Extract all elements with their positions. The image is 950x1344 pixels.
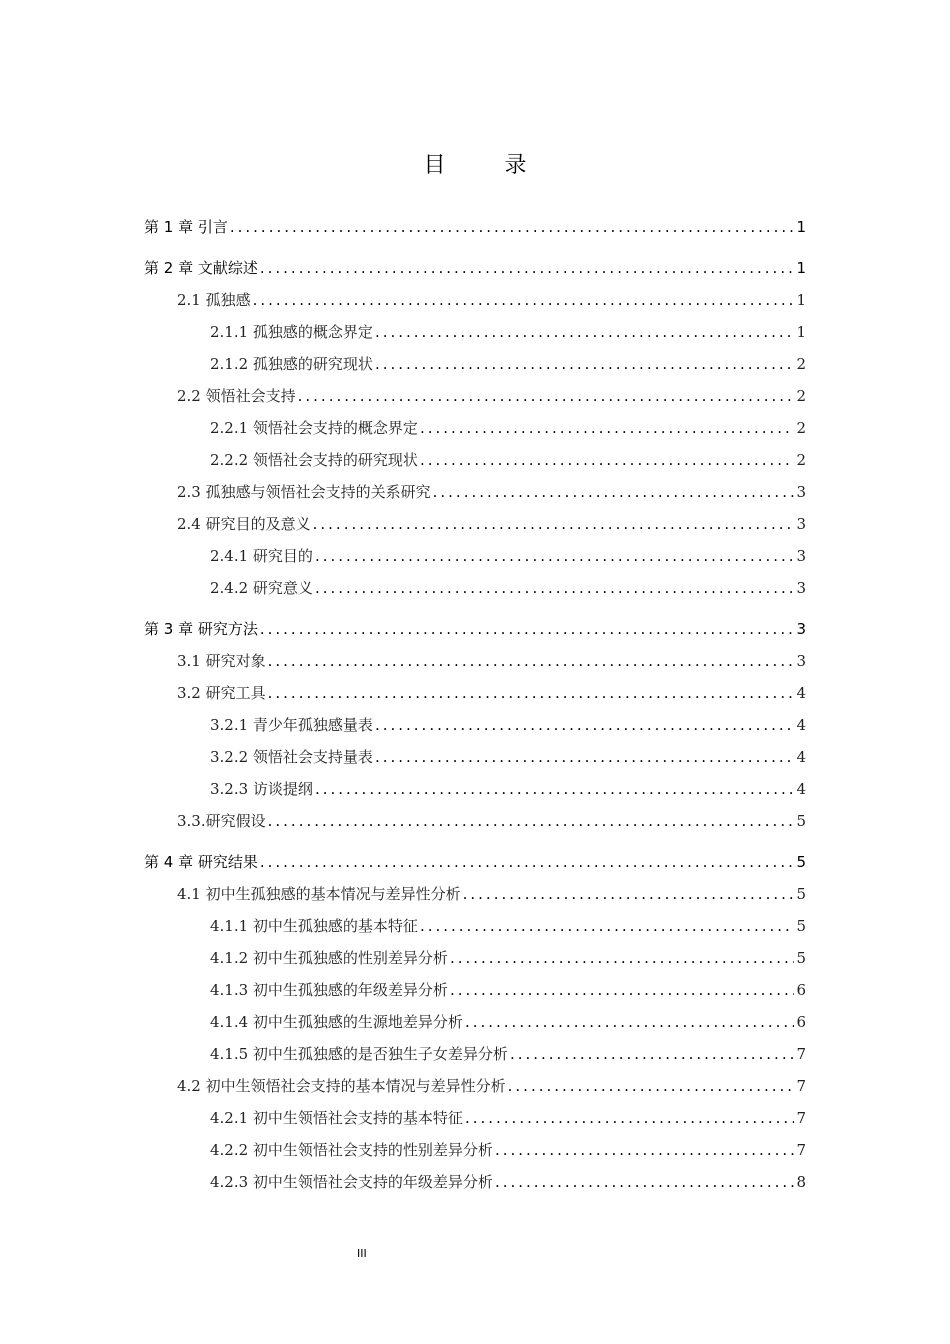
toc-entry-page: 4 bbox=[796, 716, 806, 734]
toc-entry[interactable] bbox=[210, 417, 806, 441]
toc-entry-page: 5 bbox=[796, 885, 806, 903]
toc-leader-dots bbox=[463, 885, 795, 903]
toc-entry[interactable] bbox=[144, 851, 806, 875]
toc-entry-label: 2.2 领悟社会支持 bbox=[177, 387, 296, 405]
toc-entry-page: 5 bbox=[796, 917, 806, 935]
toc-entry-page: 3 bbox=[796, 579, 806, 597]
toc-entry[interactable] bbox=[144, 257, 806, 281]
toc-entry[interactable] bbox=[177, 650, 806, 674]
toc-entry-label: 3.2.1 青少年孤独感量表 bbox=[210, 716, 373, 734]
toc-leader-dots bbox=[508, 1077, 795, 1095]
toc-entry-page: 3 bbox=[796, 620, 806, 638]
toc-entry-page: 4 bbox=[796, 748, 806, 766]
toc-leader-dots bbox=[495, 1173, 795, 1191]
toc-entry[interactable] bbox=[210, 545, 806, 569]
toc-entry-label: 2.2.1 领悟社会支持的概念界定 bbox=[210, 419, 418, 437]
toc-leader-dots bbox=[313, 515, 795, 533]
toc-entry[interactable] bbox=[210, 714, 806, 738]
toc-entry[interactable] bbox=[177, 682, 806, 706]
toc-leader-dots bbox=[268, 812, 795, 830]
toc-entry[interactable] bbox=[210, 1107, 806, 1131]
toc-entry[interactable] bbox=[177, 1075, 806, 1099]
toc-entry-label: 第 4 章 研究结果 bbox=[144, 853, 258, 871]
toc-entry[interactable] bbox=[177, 810, 806, 834]
toc-leader-dots bbox=[433, 483, 795, 501]
toc-leader-dots bbox=[315, 547, 795, 565]
toc-entry-page: 8 bbox=[796, 1173, 806, 1191]
toc-entry-label: 3.2.3 访谈提纲 bbox=[210, 780, 313, 798]
toc-entry[interactable] bbox=[177, 481, 806, 505]
toc-entry-label: 4.1.2 初中生孤独感的性别差异分析 bbox=[210, 949, 448, 967]
toc-entry-page: 1 bbox=[796, 291, 806, 309]
toc-entry-label: 2.1 孤独感 bbox=[177, 291, 251, 309]
toc-entry-label: 4.2 初中生领悟社会支持的基本情况与差异性分析 bbox=[177, 1077, 506, 1095]
toc-leader-dots bbox=[510, 1045, 795, 1063]
toc-entry[interactable] bbox=[177, 385, 806, 409]
toc-leader-dots bbox=[450, 981, 795, 999]
toc-leader-dots bbox=[298, 387, 795, 405]
toc-title: 目 录 bbox=[423, 153, 553, 178]
toc-entry-page: 4 bbox=[796, 780, 806, 798]
toc-entry-label: 4.2.3 初中生领悟社会支持的年级差异分析 bbox=[210, 1173, 493, 1191]
toc-entry-page: 3 bbox=[796, 547, 806, 565]
toc-entry-label: 3.3.研究假设 bbox=[177, 812, 266, 830]
toc-leader-dots bbox=[260, 620, 795, 638]
toc-leader-dots bbox=[495, 1141, 795, 1159]
toc-entry[interactable] bbox=[210, 746, 806, 770]
toc-entry[interactable] bbox=[210, 577, 806, 601]
toc-entry-label: 2.4.1 研究目的 bbox=[210, 547, 313, 565]
toc-entry-label: 4.1.4 初中生孤独感的生源地差异分析 bbox=[210, 1013, 463, 1031]
toc-entry-label: 3.2 研究工具 bbox=[177, 684, 266, 702]
toc-entry-page: 2 bbox=[796, 451, 806, 469]
toc-entry-label: 第 2 章 文献综述 bbox=[144, 259, 258, 277]
toc-entry-label: 4.2.2 初中生领悟社会支持的性别差异分析 bbox=[210, 1141, 493, 1159]
toc-entry-label: 4.2.1 初中生领悟社会支持的基本特征 bbox=[210, 1109, 463, 1127]
toc-leader-dots bbox=[260, 259, 795, 277]
toc-leader-dots bbox=[253, 291, 795, 309]
toc-entry[interactable] bbox=[210, 778, 806, 802]
toc-entry-page: 7 bbox=[796, 1109, 806, 1127]
toc-entry-label: 3.2.2 领悟社会支持量表 bbox=[210, 748, 373, 766]
toc-leader-dots bbox=[268, 652, 795, 670]
toc-leader-dots bbox=[260, 853, 795, 871]
toc-entry-page: 7 bbox=[796, 1077, 806, 1095]
toc-entry[interactable] bbox=[177, 883, 806, 907]
toc-entry-page: 5 bbox=[796, 949, 806, 967]
toc-leader-dots bbox=[375, 323, 795, 341]
toc-entry-label: 2.1.1 孤独感的概念界定 bbox=[210, 323, 373, 341]
toc-leader-dots bbox=[375, 748, 795, 766]
toc-entry-label: 4.1.5 初中生孤独感的是否独生子女差异分析 bbox=[210, 1045, 508, 1063]
toc-entry-label: 第 1 章 引言 bbox=[144, 218, 228, 236]
toc-entry-page: 6 bbox=[796, 981, 806, 999]
toc-entry[interactable] bbox=[177, 289, 806, 313]
toc-leader-dots bbox=[230, 218, 795, 236]
toc-entry-page: 5 bbox=[796, 853, 806, 871]
toc-entry-page: 1 bbox=[796, 259, 806, 277]
toc-entry-page: 4 bbox=[796, 684, 806, 702]
toc-entry[interactable] bbox=[210, 1043, 806, 1067]
toc-entry-page: 7 bbox=[796, 1045, 806, 1063]
toc-entry[interactable] bbox=[210, 1171, 806, 1195]
toc-entry[interactable] bbox=[144, 216, 806, 240]
toc-entry-page: 1 bbox=[796, 218, 806, 236]
toc-entry-page: 3 bbox=[796, 515, 806, 533]
toc-leader-dots bbox=[420, 917, 795, 935]
toc-entry-page: 2 bbox=[796, 355, 806, 373]
toc-entry-label: 2.2.2 领悟社会支持的研究现状 bbox=[210, 451, 418, 469]
toc-entry-page: 6 bbox=[796, 1013, 806, 1031]
toc-leader-dots bbox=[375, 355, 795, 373]
toc-entry-label: 第 3 章 研究方法 bbox=[144, 620, 258, 638]
toc-entry-page: 3 bbox=[796, 652, 806, 670]
toc-leader-dots bbox=[420, 419, 795, 437]
toc-leader-dots bbox=[465, 1013, 795, 1031]
toc-entry-label: 2.1.2 孤独感的研究现状 bbox=[210, 355, 373, 373]
toc-leader-dots bbox=[268, 684, 795, 702]
toc-entry[interactable] bbox=[210, 353, 806, 377]
toc-entry[interactable] bbox=[177, 513, 806, 537]
toc-entry-label: 2.4 研究目的及意义 bbox=[177, 515, 311, 533]
toc-entry[interactable] bbox=[210, 449, 806, 473]
toc-entry-label: 3.1 研究对象 bbox=[177, 652, 266, 670]
toc-leader-dots bbox=[420, 451, 795, 469]
toc-leader-dots bbox=[315, 579, 795, 597]
toc-entry-label: 4.1.3 初中生孤独感的年级差异分析 bbox=[210, 981, 448, 999]
toc-entry-page: 2 bbox=[796, 387, 806, 405]
toc-entry[interactable] bbox=[210, 915, 806, 939]
toc-entry[interactable] bbox=[144, 618, 806, 642]
toc-entry-label: 4.1.1 初中生孤独感的基本特征 bbox=[210, 917, 418, 935]
toc-leader-dots bbox=[375, 716, 795, 734]
toc-entry[interactable] bbox=[210, 1139, 806, 1163]
page-number: III bbox=[357, 1247, 367, 1260]
toc-leader-dots bbox=[465, 1109, 795, 1127]
toc-entry[interactable] bbox=[210, 947, 806, 971]
toc-leader-dots bbox=[450, 949, 795, 967]
toc-entry-label: 4.1 初中生孤独感的基本情况与差异性分析 bbox=[177, 885, 461, 903]
toc-entry-page: 1 bbox=[796, 323, 806, 341]
toc-entry-page: 7 bbox=[796, 1141, 806, 1159]
toc-entry[interactable] bbox=[210, 979, 806, 1003]
toc-leader-dots bbox=[315, 780, 795, 798]
toc-entry[interactable] bbox=[210, 1011, 806, 1035]
toc-entry-page: 2 bbox=[796, 419, 806, 437]
toc-entry-label: 2.4.2 研究意义 bbox=[210, 579, 313, 597]
toc-entry[interactable] bbox=[210, 321, 806, 345]
toc-entry-label: 2.3 孤独感与领悟社会支持的关系研究 bbox=[177, 483, 431, 501]
toc-entry-page: 3 bbox=[796, 483, 806, 501]
toc-entry-page: 5 bbox=[796, 812, 806, 830]
